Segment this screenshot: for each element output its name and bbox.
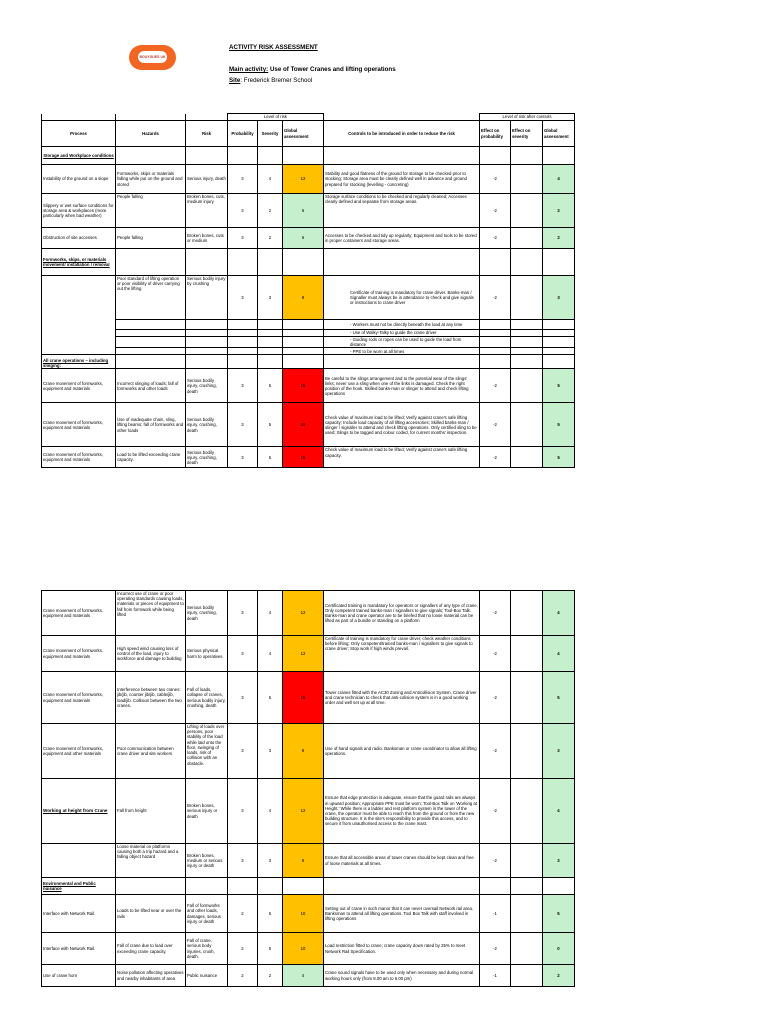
effect-sev-cell	[511, 447, 543, 468]
control-cell: Stability and good flatness of the ground for storage to be checked prior to stocking; Storage area must be clearly defined well in advance and ground prepared for stocking (levelling - concreting)	[324, 165, 480, 194]
process-cell	[42, 844, 116, 878]
company-logo	[129, 45, 176, 70]
probability-cell: 3	[228, 228, 258, 249]
probability-cell: 3	[228, 591, 258, 636]
probability-cell: 3	[228, 403, 258, 447]
severity-cell: 5	[258, 895, 283, 933]
hazard-cell: High speed wind causing loss of control of the load, injury to workforce and damage to building	[116, 636, 186, 672]
probability-cell: 3	[228, 369, 258, 403]
main-activity-label: Main activity:	[229, 66, 269, 73]
sub-control: - Guiding rods or ropes can be used to guide the load from distance	[324, 337, 480, 348]
hazard-cell: Load to be lifted exceeding crane capacity.	[116, 447, 186, 468]
control-cell: Load restriction fitted to crane; crane capacity down rated by 25% to meet Network Rail Specification.	[324, 933, 480, 965]
process-cell: Slippery or wet surface conditions for storage area & workplaces (more particularly when bad weather)	[42, 194, 116, 228]
effect-prob-cell: -2	[480, 591, 511, 636]
effect-sev-cell	[511, 228, 543, 249]
global-cell: 12	[283, 779, 324, 844]
global-after-cell: 2	[543, 228, 575, 249]
table-row	[42, 228, 575, 249]
process-cell: Crane movement of formworks, equipment and other materials	[42, 724, 116, 779]
hazard-cell: Poor standard of lifting operation or poor visibility of driver carrying out the lifting	[116, 276, 186, 320]
section-header: Formworks, skips, or materials movement/ installation / removal	[42, 249, 116, 276]
risk-cell: Broken bones, serious injury or death	[186, 779, 228, 844]
effect-sev-cell	[511, 636, 543, 672]
process-cell: Crane movement of formworks, equipment and materials	[42, 403, 116, 447]
risk-cell: Fall of formworks and other loads, damages, serious injury or death	[186, 895, 228, 933]
control-cell: Crane sound signals have to be used only when necessary and during normal working hours only (from 8.00 am to 6.00 pm)	[324, 965, 480, 987]
global-cell: 12	[283, 636, 324, 672]
severity-cell: 3	[258, 844, 283, 878]
probability-cell: 3	[228, 165, 258, 194]
severity-cell: 2	[258, 194, 283, 228]
process-cell: Crane movement of formworks, equipment and materials	[42, 591, 116, 636]
control-cell: Setting out of crane in such manor that it can never oversail Network rail area. Banksman to attend all lifting operations. Tool Box Talk with staff involved in lifting operations	[324, 895, 480, 933]
global-cell: 12	[283, 165, 324, 194]
hazard-cell: Loose material on platforms causing both a trip hazard and a falling object hazard	[116, 844, 186, 878]
sub-control: - PPE to be worn at all times	[324, 348, 480, 355]
table-row	[42, 591, 575, 636]
effect-prob-cell: -2	[480, 844, 511, 878]
table-row	[42, 403, 575, 447]
risk-cell: Broken bones, medium or serious injury or death	[186, 844, 228, 878]
risk-cell: Serious bodily injury, crushing, death	[186, 591, 228, 636]
effect-prob-cell: -2	[480, 369, 511, 403]
table-row	[42, 672, 575, 724]
effect-prob-cell: -2	[480, 276, 511, 320]
global-after-cell: 0	[543, 933, 575, 965]
global-after-cell: 4	[543, 636, 575, 672]
effect-prob-cell: -2	[480, 636, 511, 672]
process-cell: Crane movement of formworks, equipment and materials	[42, 447, 116, 468]
global-cell: 15	[283, 447, 324, 468]
section-header: Working at height from Crane	[42, 779, 116, 844]
effect-sev-cell	[511, 369, 543, 403]
table-row	[42, 194, 575, 228]
table-row	[42, 844, 575, 878]
logo-text: BOUYGUES UK	[138, 51, 167, 63]
probability-cell: 3	[228, 844, 258, 878]
effect-sev-cell	[511, 591, 543, 636]
effect-sev-cell	[511, 933, 543, 965]
table-row	[42, 965, 575, 987]
hazard-cell: Poor communication between crane driver and site workers	[116, 724, 186, 779]
effect-sev-cell	[511, 895, 543, 933]
control-cell: Use of hand signals and radio. Banksman or crane coordinator to allow all lifting operations.	[324, 724, 480, 779]
hazard-cell: Interference between two cranes: jib/jib, counter jib/jib, cable/jib, load/jib. Collision between the two cranes.	[116, 672, 186, 724]
global-cell: 9	[283, 276, 324, 320]
effect-sev-cell	[511, 779, 543, 844]
global-after-cell: 2	[543, 965, 575, 987]
effect-sev-cell	[511, 844, 543, 878]
effect-sev-cell	[511, 724, 543, 779]
hazard-cell: Loads to be lifted near or over the rails	[116, 895, 186, 933]
table-row	[42, 276, 575, 320]
global-after-cell: 3	[543, 276, 575, 320]
risk-cell: Lifting of loads over persons, poor stability of the load while laid onto the floor, swinging of loads, risk of collision with an obstacle.	[186, 724, 228, 779]
global-after-cell: 5	[543, 369, 575, 403]
document-title: ACTIVITY RISK ASSESSMENT	[229, 44, 318, 51]
process-cell: Use of crane horn	[42, 965, 116, 987]
risk-cell: Serious physical harm to operatives	[186, 636, 228, 672]
global-cell: 6	[283, 194, 324, 228]
site-label: Site	[229, 77, 241, 84]
probability-cell: 3	[228, 276, 258, 320]
effect-sev-cell	[511, 276, 543, 320]
table-row	[42, 165, 575, 194]
global-cell: 6	[283, 228, 324, 249]
global-after-cell: 4	[543, 779, 575, 844]
level-of-risk-header: Level of risk	[228, 114, 324, 121]
effect-prob-cell: -2	[480, 228, 511, 249]
control-cell: Ensure that edge protection is adequate, ensure that the guard rails are always in upward position; Appropriate PPE must be worn; Tool-Box Talk on 'Working at Height.' While there is a ladder and rest platform system in the tower of the crane, the operator must be able to reach this from the ground or from the new building structure. It is the site's responsibility to provide this access, and to secure it from unauthorised access to the crane mast.	[324, 779, 480, 844]
sub-control: - Use of Walky-Talky to guide the crane driver	[324, 330, 480, 337]
level-after-header: Level of risk after controls	[480, 114, 575, 121]
severity-cell: 4	[258, 779, 283, 844]
global-cell: 10	[283, 933, 324, 965]
main-activity-value: Use of Tower Cranes and lifting operations	[269, 66, 396, 73]
control-cell: Ensure that all accessible areas of tower cranes should be kept clean and free of loose materials at all times.	[324, 844, 480, 878]
risk-cell: Serious bodily injury, crushing, death	[186, 403, 228, 447]
effect-sev-cell	[511, 672, 543, 724]
hazard-cell: Use of inadequate chain, sling, lifting beams; fall of formworks and other loads	[116, 403, 186, 447]
global-after-cell: 4	[543, 165, 575, 194]
global-after-cell: 5	[543, 403, 575, 447]
severity-cell: 5	[258, 369, 283, 403]
probability-cell: 3	[228, 672, 258, 724]
global-cell: 9	[283, 844, 324, 878]
probability-cell: 2	[228, 933, 258, 965]
col-risk: Risk	[186, 121, 228, 147]
risk-cell: Fall of loads, collapse of cranes, serious bodily injury, crushing, death	[186, 672, 228, 724]
severity-cell: 3	[258, 724, 283, 779]
process-cell: Interface with Network Rail.	[42, 895, 116, 933]
global-after-cell: 5	[543, 672, 575, 724]
section-header: Storage and Workplace conditions	[42, 147, 116, 165]
process-cell: Obstruction of site accesses	[42, 228, 116, 249]
probability-cell: 3	[228, 636, 258, 672]
effect-prob-cell: -2	[480, 933, 511, 965]
severity-cell: 4	[258, 165, 283, 194]
hazard-cell: People falling	[116, 228, 186, 249]
process-cell: Crane movement of formworks, equipment and materials	[42, 369, 116, 403]
risk-table-1	[41, 113, 575, 468]
control-cell: Certificate of training is mandatory for crane driver, check weather conditions before lifting; Only competent/trained banks-man / signallers to give signals to crane driver; Stop work if high winds prevail.	[324, 636, 480, 672]
hazard-cell: Incorrect use of crane or poor operating standards causing loads, materials or pieces of equipment to fall from formwork while being lifted	[116, 591, 186, 636]
col-probability: Probability	[228, 121, 258, 147]
risk-table-2	[41, 590, 575, 987]
global-cell: 15	[283, 369, 324, 403]
risk-cell: Serious bodily injury by crushing	[186, 276, 228, 320]
global-after-cell: 3	[543, 844, 575, 878]
section-header: All crane operations – including slinging:	[42, 355, 116, 369]
process-cell: Interface with Network Rail.	[42, 933, 116, 965]
col-effect-prob: Effect on probability	[480, 121, 511, 147]
effect-sev-cell	[511, 403, 543, 447]
severity-cell: 2	[258, 965, 283, 987]
control-cell: Tower cranes fitted with the AC30 Zoning and Anticollision System. Crane driver and crane technician to check that anti-colision system is in a good working order and well set up at all time.	[324, 672, 480, 724]
effect-sev-cell	[511, 165, 543, 194]
table-row	[42, 895, 575, 933]
severity-cell: 2	[258, 228, 283, 249]
global-after-cell: 2	[543, 194, 575, 228]
global-cell: 12	[283, 591, 324, 636]
main-activity	[229, 66, 396, 73]
col-global-after: Global assessment	[543, 121, 575, 147]
effect-prob-cell: -2	[480, 194, 511, 228]
global-after-cell: 5	[543, 895, 575, 933]
global-cell: 4	[283, 965, 324, 987]
risk-cell: Public nuisance	[186, 965, 228, 987]
probability-cell: 3	[228, 724, 258, 779]
effect-prob-cell: -2	[480, 165, 511, 194]
table-row	[42, 369, 575, 403]
effect-prob-cell: -2	[480, 403, 511, 447]
control-cell: Storage surface conditions to be checked and regularly cleaned; Accesses clearly defined and separate from storage areas.	[324, 194, 480, 228]
severity-cell: 4	[258, 636, 283, 672]
control-cell: Certificated training is mandatory for operators or signallers of any type of crane, Only competent trained banks-man / signallers to give signals; Tool-Box Talk. Banks-man and crane operator are to be briefed that no loose material can be lifted as part of a bundle or standing on a platform	[324, 591, 480, 636]
table-row	[42, 447, 575, 468]
severity-cell: 5	[258, 403, 283, 447]
effect-sev-cell	[511, 194, 543, 228]
hazard-cell: Formworks, skips or materials falling while put on the ground and stored	[116, 165, 186, 194]
probability-cell: 3	[228, 194, 258, 228]
probability-cell: 2	[228, 895, 258, 933]
probability-cell: 2	[228, 965, 258, 987]
risk-cell: Serious injury, death	[186, 165, 228, 194]
col-controls: Controls to be introduced in order to reduce the risk	[324, 121, 480, 147]
col-process: Process	[42, 121, 116, 147]
site-value: : Frederick Bremer School	[240, 77, 313, 84]
section-header: Environmental and Public nuisance	[42, 878, 116, 895]
global-after-cell: 5	[543, 447, 575, 468]
severity-cell: 5	[258, 447, 283, 468]
effect-prob-cell: -2	[480, 447, 511, 468]
global-after-cell: 3	[543, 724, 575, 779]
severity-cell: 5	[258, 672, 283, 724]
severity-cell: 3	[258, 276, 283, 320]
hazard-cell: Fall from height	[116, 779, 186, 844]
hazard-cell: Incorrect slinging of loads; fall of formworks and other loads	[116, 369, 186, 403]
effect-prob-cell: -1	[480, 965, 511, 987]
risk-cell: Serious bodily injury, crushing, death	[186, 447, 228, 468]
global-cell: 15	[283, 403, 324, 447]
risk-cell: Fall of crane, serious body injuries, crush, death.	[186, 933, 228, 965]
site	[229, 77, 312, 84]
control-cell: Be careful to the slings arrangement and to the potential wear of the slings' links; never use a sling when one of the links is damaged. Check the right position of the hook. Skilled banks-man or slinger to attend and check lifting operations	[324, 369, 480, 403]
col-global: Global assessment	[283, 121, 324, 147]
global-cell: 15	[283, 672, 324, 724]
effect-prob-cell: -2	[480, 779, 511, 844]
col-severity: Severity	[258, 121, 283, 147]
effect-sev-cell	[511, 965, 543, 987]
severity-cell: 4	[258, 591, 283, 636]
global-after-cell: 4	[543, 591, 575, 636]
probability-cell: 3	[228, 447, 258, 468]
risk-cell: Broken bones, cuts, medium injury	[186, 194, 228, 228]
severity-cell: 5	[258, 933, 283, 965]
hazard-cell: People falling	[116, 194, 186, 228]
hazard-cell: Fall of crane due to load over exceeding crane capacity.	[116, 933, 186, 965]
table-row	[42, 933, 575, 965]
global-cell: 9	[283, 724, 324, 779]
risk-cell: Serious bodily injury, crushing, death	[186, 369, 228, 403]
table-row	[42, 779, 575, 844]
effect-prob-cell: -2	[480, 672, 511, 724]
sub-control: - Workers must not be directly beneath the load at any time	[324, 320, 480, 330]
effect-prob-cell: -2	[480, 724, 511, 779]
control-cell: Accesses to be checked and tidy up regularly; Equipment and tools to be stored in proper containers and storage areas.	[324, 228, 480, 249]
process-cell: Crane movement of formworks, equipment and materials	[42, 636, 116, 672]
process-cell: Instability of the ground on a slope	[42, 165, 116, 194]
col-hazards: Hazards	[116, 121, 186, 147]
table-row	[42, 636, 575, 672]
probability-cell: 3	[228, 779, 258, 844]
process-cell: Crane movement of formworks, equipment and materials	[42, 672, 116, 724]
control-cell: Check value of maximum load to be lifted; Verify against crane's safe lifting capacity.	[324, 447, 480, 468]
hazard-cell: Noise pollution affecting operatives and nearby inhabitants of area	[116, 965, 186, 987]
control-cell: Check value of maximum load to be lifted; Verify against crane's safe lifting capacity; Include load capacity of all lifting accessories; Skilled banks-man / slinger / signaller to attend and check lifting operations. Only certified sling to be used; Slings to be tagged and colour coded, for current months' inspection.	[324, 403, 480, 447]
table-row	[42, 724, 575, 779]
risk-cell: Broken bones, cuts or medium	[186, 228, 228, 249]
control-cell: Certificate of training is mandatory for crane driver. Banks-man / Signaller must always be in attendance to check and give signals or instructions to crane driver	[324, 276, 480, 320]
col-effect-sev: Effect on severity	[511, 121, 543, 147]
process-cell	[42, 276, 116, 355]
global-cell: 10	[283, 895, 324, 933]
effect-prob-cell: -1	[480, 895, 511, 933]
